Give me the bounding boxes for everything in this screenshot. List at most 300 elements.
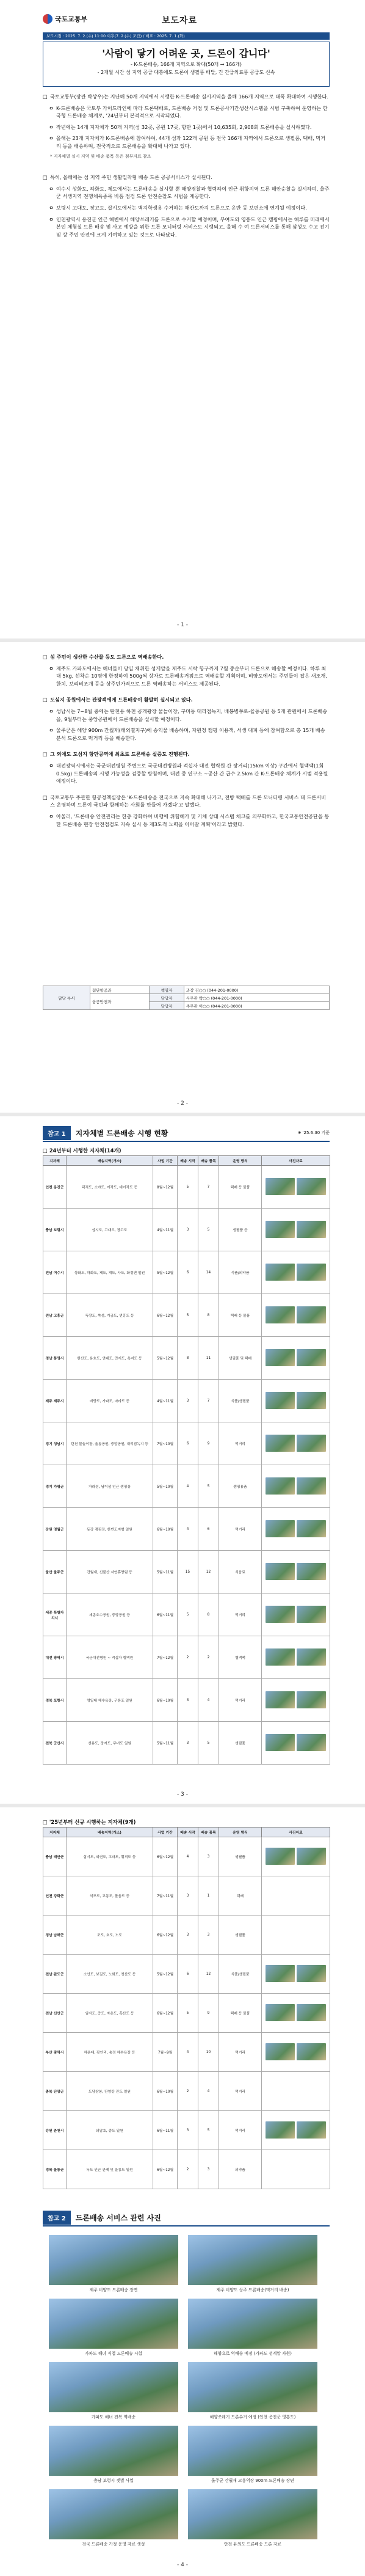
cell-items: 10 bbox=[198, 2033, 219, 2072]
cell-period: 6월~11월 bbox=[153, 2111, 178, 2150]
cell-photo bbox=[262, 1876, 330, 1916]
paragraph: ㅇ 작년에는 14개 지자체가 50개 지역(섬 32곳, 공원 17곳, 항만 1곳)에서 10,635회, 2,908회 드론배송을 실시하였다. bbox=[49, 123, 312, 130]
ministry-name: 국토교통부 bbox=[55, 15, 88, 23]
column-header: 배송 시작 bbox=[178, 1156, 198, 1166]
photo-caption: 충남 보령시 갯벌 사업 bbox=[93, 2478, 134, 2483]
column-header: 배송지역(개소) bbox=[67, 1156, 153, 1166]
municipality-table-2025 bbox=[43, 1827, 330, 2189]
headline-box bbox=[43, 42, 330, 87]
cell-period: 5월~12월 bbox=[153, 1251, 178, 1294]
appendix-title: 드론배송 서비스 관련 사진 bbox=[75, 2213, 161, 2222]
service-photo bbox=[188, 2299, 317, 2349]
cell-region: 경남 남해군 bbox=[43, 1916, 67, 1955]
photo-caption: 해양으로 역배송 예정 (가파도 성게알 자원) bbox=[214, 2351, 292, 2356]
paragraph: □ 섬 주민이 생산한 수산물 등도 드론으로 역배송한다. bbox=[43, 654, 164, 660]
cell-items: 1 bbox=[198, 1876, 219, 1916]
cell-period: 6월~10월 bbox=[153, 2072, 178, 2111]
cell-area: 동강 캠핑장, 한반도지형 일원 bbox=[67, 1508, 153, 1551]
delivery-photo bbox=[266, 1691, 295, 1708]
cell-start: 2 bbox=[178, 2072, 198, 2111]
release-info-bar: 보도시점 : 2025. 7. 2.(수) 11:00 이후(7. 2.(수) 조간) / 배포 : 2025. 7. 1.(화) bbox=[43, 32, 330, 40]
delivery-photo bbox=[266, 2121, 295, 2139]
photo-caption: 제주 비양도 상주 드론배송(먹거리 배송) bbox=[216, 2288, 289, 2292]
cell-area: 독도 인근 관제 및 울릉도 일원 bbox=[67, 2150, 153, 2189]
subheadline-1: - K-드론배송, 166개 지역으로 확대(50개 → 166개) bbox=[130, 62, 242, 67]
cell-start: 2 bbox=[178, 2150, 198, 2189]
divider bbox=[43, 1141, 330, 1142]
delivery-photo bbox=[266, 1178, 295, 1195]
service-photo bbox=[188, 2362, 317, 2412]
cell-area: 도담삼봉, 단양강 잔도 일원 bbox=[67, 2072, 153, 2111]
table-row bbox=[43, 1994, 330, 2033]
cell-photo bbox=[262, 2111, 330, 2150]
cell-region: 부산 광역시 bbox=[43, 2033, 67, 2072]
cell-region: 전북 군산시 bbox=[43, 1722, 67, 1765]
delivery-photo bbox=[266, 1563, 295, 1580]
photo-caption: 해양쓰레기 드론수거 예정 (인천 옹진군 영흥도) bbox=[209, 2415, 296, 2420]
service-photo bbox=[49, 2489, 178, 2539]
column-header: 지자체 bbox=[43, 1828, 67, 1837]
delivery-photo bbox=[297, 1435, 326, 1452]
delivery-photo bbox=[266, 1965, 295, 1982]
cell-area: 선유도, 장자도, 무녀도 일원 bbox=[67, 1722, 153, 1765]
as-of-date: ※ '25.6.30 기준 bbox=[297, 1130, 330, 1135]
paragraph: ㅇ 여수시 상화도, 하화도, 제도에서는 드론배송을 실시할 뿐 해양경찰과 협력하여 인근 취항지역 드론 해안순찰을 실시하며, 울주군 서생지역 전쟁체육종목 비품 점검 드론 안전순찰도 시범을 제공한다. bbox=[49, 185, 330, 200]
cell-start: 3 bbox=[178, 2111, 198, 2150]
page-number: - 2 - bbox=[177, 1100, 188, 1107]
service-photo bbox=[188, 2489, 317, 2539]
photo-caption: 가파도 해녀 직접 드론배송 시험 bbox=[85, 2351, 142, 2356]
cell-start: 5 bbox=[178, 1166, 198, 1209]
cell-region: 세종 특별자치시 bbox=[43, 1594, 67, 1636]
subheadline-2: - 2개월 시간 섬 지역 공급 대흥에도 드론이 생필품 배달, 긴 간급의료품 공급도 신속 bbox=[97, 70, 275, 75]
cell-period: 5월~12월 bbox=[153, 1955, 178, 1994]
cell-area: 세종호수공원, 중앙공원 등 bbox=[67, 1594, 153, 1636]
paragraph: ㅇ 성남시는 7~8월 중에는 탄천용 하천 공개광장 물놀이장, 구미동 대리점녹지, 배봉병쭈로-율동공원 등 5개 관원에서 드론배송을, 9월부터는 중앙공원에서 드론배송을 실시할 예정이다. bbox=[49, 708, 328, 722]
municipality-table-2024 bbox=[43, 1155, 330, 1765]
delivery-photo bbox=[297, 2043, 326, 2060]
cell-start: 4 bbox=[178, 2033, 198, 2072]
delivery-photo bbox=[266, 1349, 295, 1366]
cell-photo bbox=[262, 1508, 330, 1551]
cell-period: 6월~10월 bbox=[153, 1679, 178, 1722]
cell-photo bbox=[262, 1955, 330, 1994]
cell-photo bbox=[262, 2033, 330, 2072]
delivery-photo bbox=[266, 1306, 295, 1323]
cell-items: 3 bbox=[198, 1916, 219, 1955]
cell-area: 삽시도, 외연도, 고파도, 횡격도 등 bbox=[67, 1837, 153, 1876]
cell-mode: 생필품 bbox=[219, 1837, 262, 1876]
body-section-2 bbox=[43, 653, 330, 832]
cell-period: 6월~12월 bbox=[153, 1916, 178, 1955]
delivery-photo bbox=[297, 1264, 326, 1281]
cell-area: 간월재, 신불산 자연휴양림 등 bbox=[67, 1551, 153, 1594]
service-photo bbox=[49, 2299, 178, 2349]
photo-caption: 안전 유의도 드론배송 드론 자료 bbox=[224, 2542, 281, 2547]
delivery-photo bbox=[297, 1477, 326, 1495]
cell-region: 제주 제주시 bbox=[43, 1380, 67, 1422]
cell-items: 5 bbox=[198, 1209, 219, 1251]
delivery-photo bbox=[266, 1848, 295, 1865]
table-row bbox=[43, 1916, 330, 1955]
cell-start: 5 bbox=[178, 1594, 198, 1636]
delivery-photo bbox=[297, 1349, 326, 1366]
delivery-photo bbox=[266, 1221, 295, 1238]
cell-items: 6 bbox=[198, 1508, 219, 1551]
cell-area: 임자도, 증도, 자은도, 흑산도 등 bbox=[67, 1994, 153, 2033]
delivery-photo bbox=[297, 2004, 326, 2021]
cell-items: 7 bbox=[198, 1166, 219, 1209]
cell-photo bbox=[262, 1551, 330, 1594]
paragraph: □ 도심지 공원에서는 관광객에게 드론배송이 활발히 실시되고 있다. bbox=[43, 697, 193, 703]
divider bbox=[43, 2225, 330, 2227]
cell-region: 전남 여수시 bbox=[43, 1251, 67, 1294]
page-2 bbox=[0, 642, 365, 1113]
table-row bbox=[43, 1508, 330, 1551]
column-header: 배송 품목 bbox=[198, 1828, 219, 1837]
service-photo bbox=[49, 2362, 178, 2412]
cell-period: 4월~11월 bbox=[153, 1380, 178, 1422]
cell-photo bbox=[262, 1251, 330, 1294]
cell-photo bbox=[262, 1337, 330, 1380]
cell-start: 15 bbox=[178, 1551, 198, 1594]
table-row bbox=[43, 1551, 330, 1594]
cell-period: 6월~12월 bbox=[153, 1294, 178, 1337]
table-row bbox=[43, 1679, 330, 1722]
appendix-badge: 참고 1 bbox=[43, 1126, 71, 1140]
delivery-photo bbox=[297, 1221, 326, 1238]
body-section-1 bbox=[43, 93, 330, 242]
delivery-photo bbox=[266, 2043, 295, 2060]
cell-period: 8월~12월 bbox=[153, 1166, 178, 1209]
cell-photo bbox=[262, 1916, 330, 1955]
page-number: - 4 - bbox=[177, 2562, 188, 2568]
paragraph: □ 그 외에도 도심지 항만공역에 최초로 드론배송 실증도 진행된다. bbox=[43, 751, 190, 758]
cell-mode: 생필품 bbox=[219, 1722, 262, 1765]
paragraph: ㅇ 제주도 가파도에서는 해녀들이 당일 채취한 성게알을 제주도 시락 항구까지 7월 중순부터 드론으로 해송할 예정이다. 하루 최대 5kg, 선착순 10명에 한정하여 500g씩 상자로 드론배송거점으로 역배송할 계획이며, 비양도에서는 주민들이 잡은 새조개, 한치, 보리비조개 등을 상주민가격으로 드론 역배송하는 서비스도 제공된다. bbox=[49, 665, 327, 687]
cell-period: 7월~12월 bbox=[153, 1636, 178, 1679]
service-photo bbox=[188, 2426, 317, 2476]
cell-start: 5 bbox=[178, 1994, 198, 2033]
appendix-1-header bbox=[43, 1126, 330, 1140]
paragraph: ㅇ 대전광역시에서는 국군대전병원 주변으로 국군대전병원과 적십자 대전 협력원 간 장거리(15km 이상) 구간에서 혈액팩(1회 0.5kg) 드론배송의 시행 가능성을 검증할 방침이며, 대전 중 연구소 ~공산 간 급수 2.5km 간 K-드론배송 체계가 시범 적용될 예정이다. bbox=[49, 762, 328, 785]
table-row bbox=[43, 1166, 330, 1209]
table-row bbox=[43, 1636, 330, 1679]
cell-area: 상화도, 하화도, 제도, 개도, 사도, 화정면 일원 bbox=[67, 1251, 153, 1294]
cell-items: 2 bbox=[198, 1636, 219, 1679]
cell-region: 대전 광역시 bbox=[43, 1636, 67, 1679]
cell-period: 7월~9월 bbox=[153, 2033, 178, 2072]
delivery-photo bbox=[297, 1306, 326, 1323]
cell-items: 5 bbox=[198, 2111, 219, 2150]
table-row bbox=[43, 1380, 330, 1422]
footnote: * 지자체별 실시 지역 및 배송 품목 등은 첨부자료 참조 bbox=[50, 153, 151, 159]
cell-items: 4 bbox=[198, 1679, 219, 1722]
cell-start: 2 bbox=[178, 1636, 198, 1679]
cell-period: 7월~10월 bbox=[153, 1422, 178, 1465]
column-header: 배송지역(개소) bbox=[67, 1828, 153, 1837]
cell-items: 9 bbox=[198, 1994, 219, 2033]
cell-region: 경남 통영시 bbox=[43, 1337, 67, 1380]
cell-mode: 생필품 및 택배 bbox=[219, 1337, 262, 1380]
appendix-badge: 참고 2 bbox=[43, 2211, 71, 2225]
table-row bbox=[43, 2150, 330, 2189]
delivery-photo bbox=[297, 1691, 326, 1708]
cell-photo bbox=[262, 1994, 330, 2033]
cell-area: 득량도, 쑥섬, 거금도, 연홍도 등 bbox=[67, 1294, 153, 1337]
paragraph: ㅇ 올해는 23개 지자체가 K-드론배송에 참여하여, 44개 섬과 122개 공원 등 전국 166개 지역에서 드론으로 생필품, 택배, 먹거리 등을 배송하며, 전국적으로 드론배송을 확대해 나가고 있다. bbox=[49, 135, 326, 149]
cell-area: 국군대전병원 ~ 적십자 혈액원 bbox=[67, 1636, 153, 1679]
cell-mode: 먹거리 bbox=[219, 1594, 262, 1636]
press-header bbox=[43, 12, 330, 29]
cell-period: 6월~12월 bbox=[153, 2150, 178, 2189]
delivery-photo bbox=[297, 1648, 326, 1666]
cell-area: 삽시도, 고대도, 장고도 bbox=[67, 1209, 153, 1251]
cell-start: 3 bbox=[178, 1876, 198, 1916]
page-1 bbox=[0, 0, 365, 639]
cell-period: 5월~11월 bbox=[153, 1722, 178, 1765]
delivery-photo bbox=[297, 1520, 326, 1537]
cell-photo bbox=[262, 1166, 330, 1209]
column-header: 운영 방식 bbox=[219, 1156, 262, 1166]
table-row bbox=[43, 1465, 330, 1508]
cell-region: 울산 울주군 bbox=[43, 1551, 67, 1594]
paragraph: ㅇ 울주군은 해양 900m 간월재(해외결지구)에 송익물 배송하며, 자원정 캠핑 이용객, 서생 대피 등에 참여함으로 총 15개 배송분석 드론으로 먹거리 등을 배송한다. bbox=[49, 727, 325, 741]
paragraph: ㅇ 아울러, '드론배송 안전관리는 한층 강화하여 비행에 위험해가 및 기체 상태 시스템 체크를 의무화하고, 한국교통안전공단을 통한 드론배송 현장 안전점검도 지속 실시 등 제3도적 노력을 이어갈 계획'이라고 밝혔다. bbox=[49, 813, 330, 827]
cell-mode: 생필품 등 bbox=[219, 1209, 262, 1251]
cell-area: 자라섬, 남이섬 인근 캠핑장 bbox=[67, 1465, 153, 1508]
cell-mode: 택배 bbox=[219, 1876, 262, 1916]
ministry-emblem-icon bbox=[43, 14, 52, 24]
cell-photo bbox=[262, 2150, 330, 2189]
service-photo bbox=[49, 2426, 178, 2476]
table-row bbox=[43, 1837, 330, 1876]
table-row bbox=[43, 1422, 330, 1465]
cell-photo bbox=[262, 1422, 330, 1465]
cell-mode: 먹거리 bbox=[219, 2072, 262, 2111]
page-number: - 1 - bbox=[177, 622, 188, 628]
delivery-photo bbox=[297, 1178, 326, 1195]
page-3 bbox=[0, 1116, 365, 1804]
cell-mode: 식음료 bbox=[219, 1551, 262, 1594]
delivery-photo bbox=[266, 2004, 295, 2021]
cell-period: 4월~11월 bbox=[153, 1209, 178, 1251]
cell-mode: 의약품 bbox=[219, 2150, 262, 2189]
delivery-photo bbox=[297, 1606, 326, 1623]
cell-region: 인천 강화군 bbox=[43, 1876, 67, 1916]
cell-start: 3 bbox=[178, 1722, 198, 1765]
table-subtitle: □ '25년부터 신규 시행하는 지자체(9개) bbox=[43, 1819, 136, 1825]
cell-area: 석모도, 교동도, 볼음도 등 bbox=[67, 1876, 153, 1916]
delivery-photo bbox=[266, 1520, 295, 1537]
photo-caption: 울주군 간월재 고흥역장 900m 드론배송 장면 bbox=[211, 2478, 294, 2483]
cell-start: 4 bbox=[178, 1465, 198, 1508]
cell-start: 6 bbox=[178, 1422, 198, 1465]
cell-mode: 식품/생필품 bbox=[219, 1380, 262, 1422]
cell-region: 전남 신안군 bbox=[43, 1994, 67, 2033]
cell-start: 3 bbox=[178, 1679, 198, 1722]
cell-photo bbox=[262, 1636, 330, 1679]
table-row bbox=[43, 1955, 330, 1994]
column-header: 운영 방식 bbox=[219, 1828, 262, 1837]
table-row bbox=[43, 1876, 330, 1916]
cell-start: 4 bbox=[178, 1837, 198, 1876]
cell-mode: 식품/의약품 bbox=[219, 1251, 262, 1294]
paragraph: □ 국토교통부 주관한 항공정책실장은 'K-드론배송을 전국으로 지속 확대해 나가고, 전방 택배를 드론 모니터링 서비스 대 드론서비스 운영하며 드론이 국민과 함께하는 사회를 만들어 가겠다'고 말했다. bbox=[43, 794, 327, 808]
page-number: - 3 - bbox=[177, 1791, 188, 1798]
photo-caption: 제주 비양도 드론배송 장면 bbox=[89, 2288, 138, 2292]
cell-period: 6월~11월 bbox=[153, 1594, 178, 1636]
cell-period: 5월~10월 bbox=[153, 1465, 178, 1508]
column-header: 배송 품목 bbox=[198, 1156, 219, 1166]
cell-items: 5 bbox=[198, 1465, 219, 1508]
cell-mode: 먹거리 bbox=[219, 1508, 262, 1551]
cell-period: 6월~12월 bbox=[153, 1837, 178, 1876]
page-4 bbox=[0, 1807, 365, 2576]
cell-mode: 택배 등 물품 bbox=[219, 1166, 262, 1209]
cell-start: 5 bbox=[178, 1294, 198, 1337]
cell-mode: 생필품 bbox=[219, 1916, 262, 1955]
paragraph: ㅇ 보령시 고대도, 장고도, 삽시도에서는 벽지학생용 수거하는 해산도까지 드론으로 운반 등 보편소에 연계될 예정이다. bbox=[49, 204, 307, 211]
photo-caption: 가파도 해녀 전복 역배송 bbox=[91, 2415, 136, 2420]
delivery-photo bbox=[266, 1648, 295, 1666]
ministry-logo bbox=[43, 14, 87, 24]
service-photo bbox=[49, 2235, 178, 2285]
cell-items: 14 bbox=[198, 1251, 219, 1294]
report-type: 보도자료 bbox=[162, 16, 198, 26]
paragraph: ㅇ 인천광역시 옹진군 인근 해변에서 해양쓰레기를 드론으로 수거할 예정이며, 부여도와 영흥도 인근 캠핑에서는 해루를 미래에서 본인 체험실 드론 배송 및 사고 예방을 위한 드론 모니터링 서비스도 시행되고, 올해 수 여 드론서비스를 통해 삼성도 수고 전기 및 상 주민 안전에 크게 기여하고 있는 것으로 나타났다. bbox=[49, 216, 330, 238]
paragraph: □ 국토교통부(장관 박상우)는 지난해 50개 지역에서 시행한 K-드론배송 실시지역을 올해 166개 지역으로 대폭 확대하여 시행한다. bbox=[43, 93, 328, 100]
table-row bbox=[43, 2072, 330, 2111]
cell-area: 영일대 해수욕장, 구룡포 일원 bbox=[67, 1679, 153, 1722]
cell-start: 8 bbox=[178, 1337, 198, 1380]
cell-area: 한산도, 용호도, 연대도, 만지도, 욕지도 등 bbox=[67, 1337, 153, 1380]
cell-region: 충남 태안군 bbox=[43, 1837, 67, 1876]
headline: '사람이 닿기 어려운 곳, 드론이 갑니다' bbox=[102, 48, 270, 59]
paragraph: □ 특히, 올해에는 섬 지역 주민 생활밀착형 배송 드론 공공서비스가 실시된다. bbox=[43, 174, 212, 181]
cell-mode: 캠핑용품 bbox=[219, 1465, 262, 1508]
appendix-2-header bbox=[43, 2211, 330, 2224]
cell-region: 경기 성남시 bbox=[43, 1422, 67, 1465]
cell-region: 강원 영월군 bbox=[43, 1508, 67, 1551]
cell-items: 3 bbox=[198, 2150, 219, 2189]
cell-period: 6월~12월 bbox=[153, 1994, 178, 2033]
contact-table: 담당 부서 첨단항공과 책임자 과장 김○○ (044-201-0000) 항공안전과 담당자 사무관 박○○ (044-201-0000) 담당자 주무관 이○○ (044-201-0000) bbox=[43, 986, 330, 1010]
delivery-photo bbox=[266, 1392, 295, 1409]
cell-items: 12 bbox=[198, 1551, 219, 1594]
cell-period: 6월~10월 bbox=[153, 1508, 178, 1551]
cell-area: 조도, 호도, 노도 bbox=[67, 1916, 153, 1955]
cell-period: 5월~11월 bbox=[153, 1551, 178, 1594]
cell-area: 비양도, 가파도, 마라도 등 bbox=[67, 1380, 153, 1422]
cell-region: 경북 울릉군 bbox=[43, 2150, 67, 2189]
cell-region: 충남 보령시 bbox=[43, 1209, 67, 1251]
cell-items: 4 bbox=[198, 2072, 219, 2111]
cell-photo bbox=[262, 1380, 330, 1422]
cell-photo bbox=[262, 1465, 330, 1508]
service-photo bbox=[188, 2235, 317, 2285]
delivery-photo bbox=[266, 1435, 295, 1452]
cell-start: 3 bbox=[178, 1916, 198, 1955]
cell-items: 8 bbox=[198, 1594, 219, 1636]
cell-items: 5 bbox=[198, 1722, 219, 1765]
table-row bbox=[43, 2111, 330, 2150]
column-header: 사업 기간 bbox=[153, 1156, 178, 1166]
cell-area: 소안도, 보길도, 노화도, 청산도 등 bbox=[67, 1955, 153, 1994]
cell-items: 12 bbox=[198, 1955, 219, 1994]
cell-region: 충북 단양군 bbox=[43, 2072, 67, 2111]
cell-photo bbox=[262, 2072, 330, 2111]
cell-region: 경북 포항시 bbox=[43, 1679, 67, 1722]
cell-photo bbox=[262, 1837, 330, 1876]
cell-mode: 혈액팩 bbox=[219, 1636, 262, 1679]
cell-mode: 먹거리 bbox=[219, 2111, 262, 2150]
table-subtitle: □ 24년부터 시행한 지자체(14개) bbox=[43, 1147, 121, 1154]
column-header: 사진자료 bbox=[262, 1828, 330, 1837]
table-row bbox=[43, 1594, 330, 1636]
column-header: 사업 기간 bbox=[153, 1828, 178, 1837]
cell-region: 강원 춘천시 bbox=[43, 2111, 67, 2150]
cell-region: 경기 가평군 bbox=[43, 1465, 67, 1508]
cell-region: 전남 완도군 bbox=[43, 1955, 67, 1994]
delivery-photo bbox=[297, 1563, 326, 1580]
cell-photo bbox=[262, 1722, 330, 1765]
delivery-photo bbox=[266, 1734, 295, 1751]
cell-mode: 택배 등 물품 bbox=[219, 1994, 262, 2033]
cell-mode: 식품/생필품 bbox=[219, 1955, 262, 1994]
delivery-photo bbox=[297, 1965, 326, 1982]
table-row bbox=[43, 1251, 330, 1294]
cell-period: 7월~11월 bbox=[153, 1876, 178, 1916]
column-header: 사진자료 bbox=[262, 1156, 330, 1166]
cell-mode: 먹거리 bbox=[219, 1679, 262, 1722]
cell-region: 인천 옹진군 bbox=[43, 1166, 67, 1209]
cell-items: 9 bbox=[198, 1422, 219, 1465]
cell-photo bbox=[262, 1294, 330, 1337]
cell-area: 덕적도, 소야도, 이작도, 대이작도 등 bbox=[67, 1166, 153, 1209]
cell-start: 6 bbox=[178, 1955, 198, 1994]
delivery-photo bbox=[297, 1734, 326, 1751]
paragraph: ㅇ K-드론배송은 국토부 가이드라인에 따라 드론택배로, 드론배송 거점 및 드론공사기간생산시스템을 시범 구축하여 운영하는 한국형 드론배송 체계로, '24년부터 본격적으로 시작되었다. bbox=[49, 104, 328, 119]
cell-area: 해운대, 광안리, 송정 해수욕장 등 bbox=[67, 2033, 153, 2072]
cell-items: 11 bbox=[198, 1337, 219, 1380]
appendix-title: 지자체별 드론배송 시행 현황 bbox=[75, 1129, 168, 1138]
cell-region: 전남 고흥군 bbox=[43, 1294, 67, 1337]
cell-photo bbox=[262, 1594, 330, 1636]
cell-start: 6 bbox=[178, 1251, 198, 1294]
table-row bbox=[43, 2033, 330, 2072]
table-row bbox=[43, 1294, 330, 1337]
table-row bbox=[43, 1209, 330, 1251]
table-row bbox=[43, 1722, 330, 1765]
cell-mode: 먹거리 bbox=[219, 1422, 262, 1465]
photo-caption: 전국 드론배송 가정 운영 자료 생성 bbox=[82, 2542, 145, 2547]
cell-items: 3 bbox=[198, 1837, 219, 1876]
cell-start: 3 bbox=[178, 1380, 198, 1422]
delivery-photo bbox=[266, 1606, 295, 1623]
cell-items: 7 bbox=[198, 1380, 219, 1422]
cell-period: 5월~12월 bbox=[153, 1337, 178, 1380]
cell-start: 4 bbox=[178, 1508, 198, 1551]
column-header: 지자체 bbox=[43, 1156, 67, 1166]
cell-items: 8 bbox=[198, 1294, 219, 1337]
cell-mode: 먹거리 bbox=[219, 2033, 262, 2072]
delivery-photo bbox=[297, 2121, 326, 2139]
cell-mode: 택배 등 물품 bbox=[219, 1294, 262, 1337]
delivery-photo bbox=[266, 1477, 295, 1495]
delivery-photo bbox=[297, 1392, 326, 1409]
table-row bbox=[43, 1337, 330, 1380]
